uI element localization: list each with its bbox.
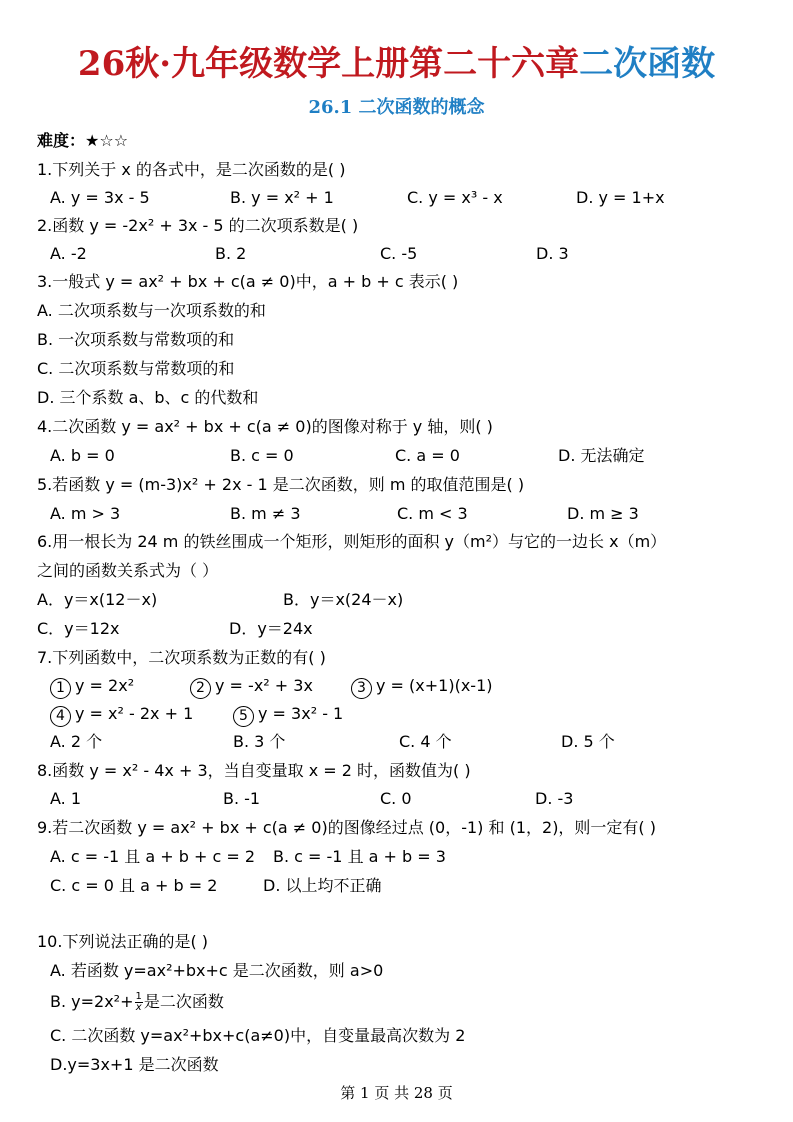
question-2-option-b: B. 2 xyxy=(215,244,247,263)
question-5-stem: 5.若函数 y = (m-3)x² + 2x - 1 是二次函数，则 m 的取值范围是( ) xyxy=(37,475,525,494)
circled-number-4: 4 xyxy=(50,706,71,727)
question-5-option-a: A. m > 3 xyxy=(50,504,121,523)
fraction-numerator: 1 xyxy=(135,991,142,1002)
question-2-options xyxy=(37,242,777,266)
document-title xyxy=(0,40,793,88)
title-part-topic: 二次函数 xyxy=(579,44,716,84)
question-10-option-b-prefix: B. y=2x²+ xyxy=(50,992,134,1011)
question-4-option-c: C. a = 0 xyxy=(395,446,460,465)
question-6-option-d: D．y＝24x xyxy=(229,619,313,638)
question-8-option-a: A. 1 xyxy=(50,789,82,808)
question-8-option-b: B. -1 xyxy=(223,789,261,808)
question-7-item xyxy=(190,674,313,699)
question-2-stem: 2.函数 y = -2x² + 3x - 5 的二次项系数是( ) xyxy=(37,216,359,235)
question-4-options xyxy=(37,444,777,468)
question-7-item-text: y = 3x² - 1 xyxy=(258,704,344,723)
question-7-item-text: y = (x+1)(x-1) xyxy=(376,676,493,695)
question-9-option-c: C. c = 0 且 a + b = 2 xyxy=(50,876,218,895)
difficulty-rating: 难度：★☆☆ xyxy=(37,131,129,150)
circled-number-3: 3 xyxy=(351,678,372,699)
question-7-item xyxy=(50,702,193,727)
question-8-options xyxy=(37,787,777,811)
question-7-options xyxy=(37,730,777,754)
question-6-option-a: A．y＝x(12－x) xyxy=(37,590,158,609)
question-1-stem: 1.下列关于 x 的各式中，是二次函数的是( ) xyxy=(37,160,346,179)
question-1-option-a: A. y = 3x - 5 xyxy=(50,188,150,207)
question-7-item xyxy=(50,674,134,699)
question-4-option-b: B. c = 0 xyxy=(230,446,294,465)
question-5-option-b: B. m ≠ 3 xyxy=(230,504,301,523)
question-7-option-b: B. 3 个 xyxy=(233,732,286,751)
question-1-options xyxy=(37,186,777,210)
question-7-item-text: y = -x² + 3x xyxy=(215,676,313,695)
question-5-options xyxy=(37,502,777,526)
question-1-option-d: D. y = 1+x xyxy=(576,188,665,207)
question-5-option-d: D. m ≥ 3 xyxy=(567,504,639,523)
question-7-item xyxy=(351,674,493,699)
question-9-option-d: D. 以上均不正确 xyxy=(263,876,382,895)
question-7-item xyxy=(233,702,343,727)
circled-number-1: 1 xyxy=(50,678,71,699)
fraction-denominator: x xyxy=(135,1002,142,1013)
question-3-option-d: D. 三个系数 a、b、c 的代数和 xyxy=(37,388,259,407)
question-2-option-a: A. -2 xyxy=(50,244,87,263)
question-7-item-text: y = 2x² xyxy=(75,676,135,695)
question-7-option-c: C. 4 个 xyxy=(399,732,452,751)
question-6-option-b: B．y＝x(24－x) xyxy=(283,590,404,609)
question-3-stem: 3.一般式 y = ax² + bx + c(a ≠ 0)中，a + b + c 表示( ) xyxy=(37,272,459,291)
question-4-option-d: D. 无法确定 xyxy=(558,446,645,465)
question-2-option-d: D. 3 xyxy=(536,244,569,263)
title-part-grade: 26秋·九年级数学上册 xyxy=(77,44,410,84)
question-7-item-text: y = x² - 2x + 1 xyxy=(75,704,194,723)
question-6-options-row-1 xyxy=(37,588,777,612)
question-7-stem: 7.下列函数中，二次项系数为正数的有( ) xyxy=(37,648,326,667)
question-9-options-row-1 xyxy=(37,845,777,869)
question-8-option-c: C. 0 xyxy=(380,789,412,808)
question-6-options-row-2 xyxy=(37,617,777,641)
question-9-options-row-2 xyxy=(37,874,777,898)
question-9-option-a: A. c = -1 且 a + b + c = 2 xyxy=(50,847,256,866)
question-10-option-a: A. 若函数 y=ax²+bx+c 是二次函数，则 a>0 xyxy=(50,961,384,980)
question-6-stem-line-1: 6.用一根长为 24 m 的铁丝围成一个矩形，则矩形的面积 y（m²）与它的一边长 x（m） xyxy=(37,532,667,551)
fraction-one-over-x xyxy=(135,992,143,1013)
question-7-option-a: A. 2 个 xyxy=(50,732,103,751)
question-10-option-d: D.y=3x+1 是二次函数 xyxy=(50,1055,219,1074)
question-5-option-c: C. m < 3 xyxy=(397,504,468,523)
question-10-option-b xyxy=(50,990,224,1014)
question-7-option-d: D. 5 个 xyxy=(561,732,615,751)
question-6-option-c: C．y＝12x xyxy=(37,619,120,638)
question-10-option-c: C. 二次函数 y=ax²+bx+c(a≠0)中，自变量最高次数为 2 xyxy=(50,1026,466,1045)
question-8-stem: 8.函数 y = x² - 4x + 3，当自变量取 x = 2 时，函数值为( ) xyxy=(37,761,471,780)
question-6-stem-line-2: 之间的函数关系式为（ ） xyxy=(37,561,219,580)
question-1-option-b: B. y = x² + 1 xyxy=(230,188,334,207)
question-3-option-b: B. 一次项系数与常数项的和 xyxy=(37,330,235,349)
question-3-option-c: C. 二次项系数与常数项的和 xyxy=(37,359,235,378)
question-7-items-row-1 xyxy=(37,674,777,698)
question-9-stem: 9.若二次函数 y = ax² + bx + c(a ≠ 0)的图像经过点 (0，-1) 和 (1，2)，则一定有( ) xyxy=(37,818,657,837)
question-10-stem: 10.下列说法正确的是( ) xyxy=(37,932,209,951)
question-2-option-c: C. -5 xyxy=(380,244,418,263)
question-9-option-b: B. c = -1 且 a + b = 3 xyxy=(273,847,446,866)
question-3-option-a: A. 二次项系数与一次项系数的和 xyxy=(37,301,266,320)
circled-number-5: 5 xyxy=(233,706,254,727)
question-4-stem: 4.二次函数 y = ax² + bx + c(a ≠ 0)的图像对称于 y 轴，则( ) xyxy=(37,417,493,436)
question-8-option-d: D. -3 xyxy=(535,789,574,808)
title-part-chapter: 第二十六章 xyxy=(409,44,580,84)
section-title: 26.1 二次函数的概念 xyxy=(308,97,485,118)
question-4-option-a: A. b = 0 xyxy=(50,446,115,465)
page-footer: 第 1 页 共 28 页 xyxy=(340,1084,453,1102)
question-7-items-row-2 xyxy=(37,702,777,726)
question-1-option-c: C. y = x³ - x xyxy=(407,188,503,207)
circled-number-2: 2 xyxy=(190,678,211,699)
question-10-option-b-suffix: 是二次函数 xyxy=(143,992,224,1011)
